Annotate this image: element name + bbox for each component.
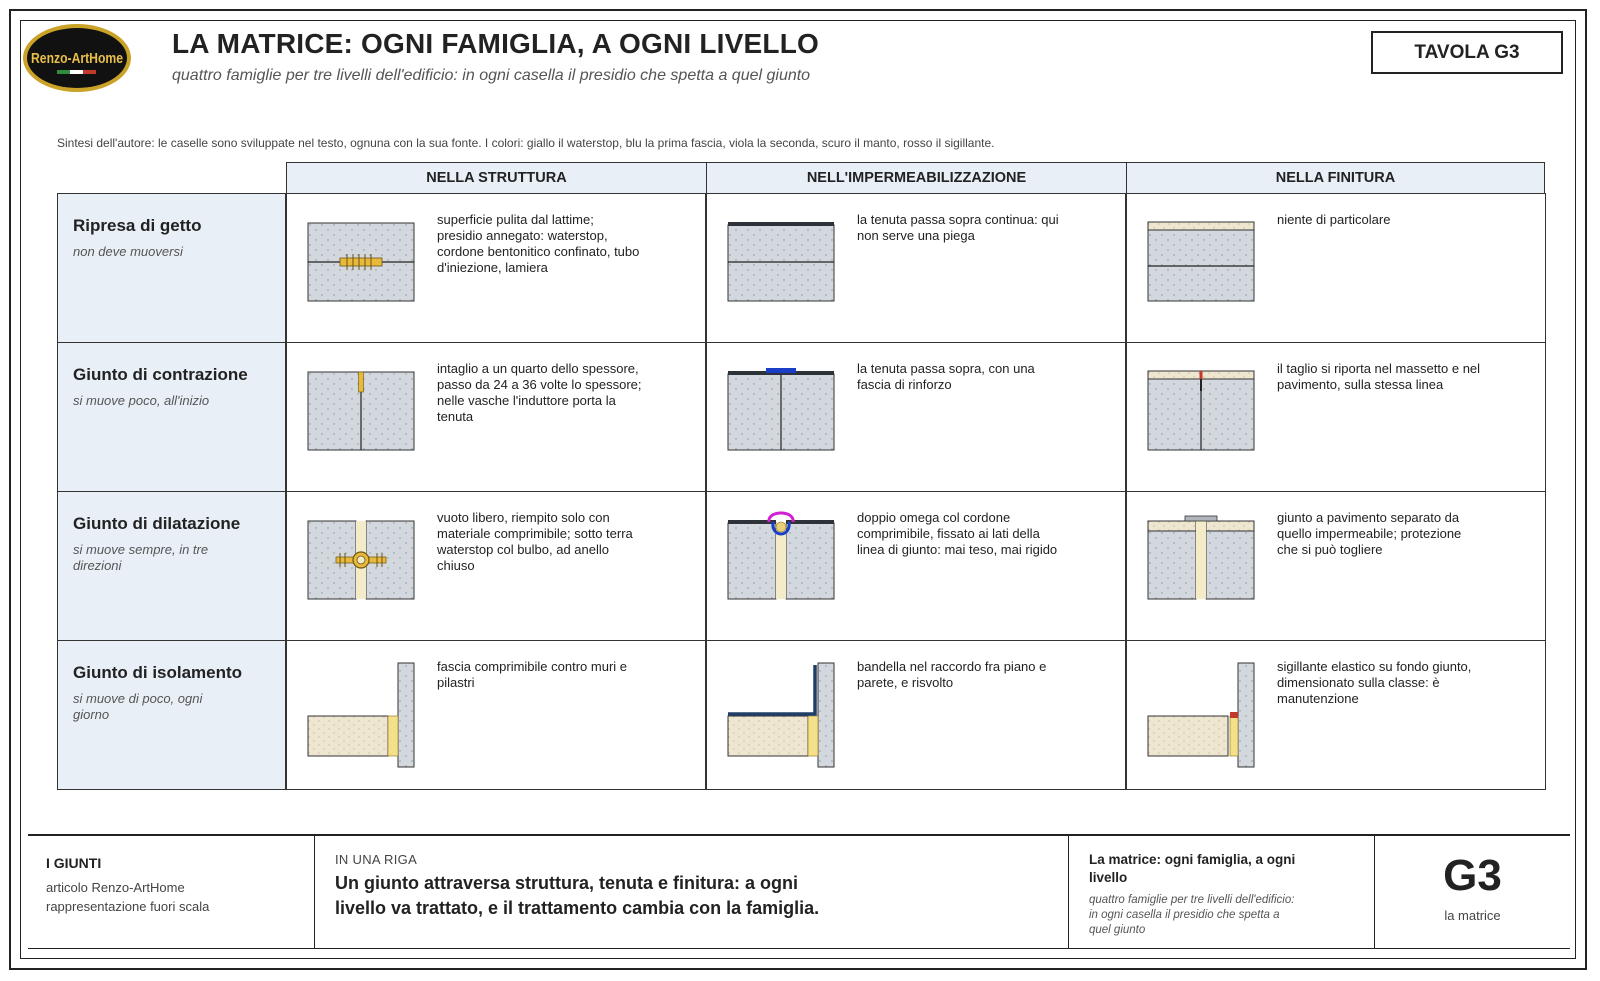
row-name: Giunto di contrazione bbox=[73, 365, 248, 384]
diagram-ripresa-impermeabilizzazione bbox=[727, 222, 837, 312]
series-title: I GIUNTI bbox=[46, 855, 102, 871]
cell-contrazione-struttura bbox=[286, 342, 706, 492]
row-header-ripresa-di-getto bbox=[57, 193, 286, 343]
row-note: si muove sempre, in tre direzioni bbox=[73, 542, 209, 573]
row-note: si muove di poco, ogni giorno bbox=[73, 691, 203, 722]
cell-text: giunto a pavimento separato da quello impermeabile; protezione che si può togliere bbox=[1277, 510, 1462, 557]
cell-text: niente di particolare bbox=[1277, 212, 1391, 227]
sheet-code: G3 bbox=[1443, 851, 1502, 900]
row-header-giunto-di-isolamento bbox=[57, 640, 286, 790]
footer-bottom-rule bbox=[28, 948, 1570, 949]
page-subtitle: quattro famiglie per tre livelli dell'edificio: in ogni casella il presidio che spetta a quel giunto bbox=[172, 67, 811, 84]
sheet-title: La matrice: ogni famiglia, a ogni livello bbox=[1089, 852, 1296, 885]
row-name: Giunto di isolamento bbox=[73, 663, 243, 682]
sheet-code-label: la matrice bbox=[1444, 908, 1501, 923]
footer-sheet-block bbox=[1069, 835, 1374, 948]
tavola-badge: TAVOLA G3 bbox=[1371, 31, 1563, 74]
diagram-isolamento-struttura bbox=[307, 663, 417, 783]
logo-text: Renzo-ArtHome bbox=[31, 50, 123, 67]
scale-label: rappresentazione fuori scala bbox=[46, 899, 210, 914]
cell-text: la tenuta passa sopra, con una fascia di rinforzo bbox=[857, 361, 1035, 392]
cell-dilatazione-finitura bbox=[1126, 491, 1546, 641]
article-label: articolo Renzo-ArtHome bbox=[46, 880, 185, 895]
cell-text: superficie pulita dal lattime; presidio annegato: waterstop, cordone bentonitico confinato, tubo d'iniezione, lamiera bbox=[437, 212, 640, 275]
diagram-dilatazione-struttura bbox=[307, 520, 417, 610]
summary-kicker: IN UNA RIGA bbox=[335, 852, 418, 867]
row-header-giunto-di-dilatazione bbox=[57, 491, 286, 641]
cell-isolamento-impermeabilizzazione bbox=[706, 640, 1126, 790]
cell-contrazione-finitura bbox=[1126, 342, 1546, 492]
diagram-dilatazione-finitura bbox=[1147, 520, 1257, 610]
cell-ripresa-impermeabilizzazione bbox=[706, 193, 1126, 343]
renzo-arthome-logo bbox=[21, 22, 133, 94]
cell-text: intaglio a un quarto dello spessore, passo da 24 a 36 volte lo spessore; nelle vasche l'induttore porta la tenuta bbox=[437, 361, 642, 424]
cell-text: fascia comprimibile contro muri e pilastri bbox=[437, 659, 628, 690]
diagram-ripresa-finitura bbox=[1147, 222, 1257, 312]
cell-ripresa-struttura bbox=[286, 193, 706, 343]
cell-dilatazione-impermeabilizzazione bbox=[706, 491, 1126, 641]
cell-text: vuoto libero, riempito solo con materiale comprimibile; sotto terra waterstop col bulbo, ad anello chiuso bbox=[437, 510, 633, 573]
cell-contrazione-impermeabilizzazione bbox=[706, 342, 1126, 492]
cell-text: la tenuta passa sopra continua: qui non serve una piega bbox=[857, 212, 1059, 243]
diagram-contrazione-struttura bbox=[307, 371, 417, 461]
row-note: non deve muoversi bbox=[73, 244, 183, 259]
row-name: Ripresa di getto bbox=[73, 216, 202, 235]
row-name: Giunto di dilatazione bbox=[73, 514, 241, 533]
sheet-subtitle: quattro famiglie per tre livelli dell'edificio: in ogni casella il presidio che spetta a quel giunto bbox=[1089, 894, 1295, 936]
diagram-contrazione-impermeabilizzazione bbox=[727, 371, 837, 461]
author-note: Sintesi dell'autore: le caselle sono sviluppate nel testo, ognuna con la sua fonte. I colori: giallo il waterstop, blu la prima fascia, viola la seconda, scuro il manto, rosso il sigillante. bbox=[57, 136, 995, 150]
footer-series-block bbox=[29, 835, 314, 948]
cell-text: bandella nel raccordo fra piano e parete, e risvolto bbox=[857, 659, 1047, 690]
row-note: si muove poco, all'inizio bbox=[73, 393, 210, 408]
diagram-dilatazione-impermeabilizzazione bbox=[727, 520, 837, 610]
cell-text: sigillante elastico su fondo giunto, dimensionato sulla classe: è manutenzione bbox=[1277, 659, 1472, 706]
page-title: LA MATRICE: OGNI FAMIGLIA, A OGNI LIVELLO bbox=[172, 28, 819, 59]
diagram-isolamento-impermeabilizzazione bbox=[727, 663, 837, 783]
column-header-struttura: NELLA STRUTTURA bbox=[286, 162, 707, 194]
footer-summary-block bbox=[315, 835, 1068, 948]
diagram-isolamento-finitura bbox=[1147, 663, 1257, 783]
cell-ripresa-finitura bbox=[1126, 193, 1546, 343]
column-header-impermeabilizzazione: NELL'IMPERMEABILIZZAZIONE bbox=[706, 162, 1127, 194]
cell-dilatazione-struttura bbox=[286, 491, 706, 641]
cell-text: doppio omega col cordone comprimibile, fissato ai lati della linea di giunto: mai teso, mai rigido bbox=[857, 510, 1058, 557]
footer-code-block bbox=[1375, 835, 1570, 948]
diagram-ripresa-struttura bbox=[307, 222, 417, 312]
row-header-giunto-di-contrazione bbox=[57, 342, 286, 492]
cell-text: il taglio si riporta nel massetto e nel pavimento, sulla stessa linea bbox=[1277, 361, 1481, 392]
summary-text: Un giunto attraversa struttura, tenuta e finitura: a ogni livello va trattato, e il trattamento cambia con la famiglia. bbox=[335, 873, 820, 918]
cell-isolamento-finitura bbox=[1126, 640, 1546, 790]
column-header-finitura: NELLA FINITURA bbox=[1126, 162, 1545, 194]
cell-isolamento-struttura bbox=[286, 640, 706, 790]
diagram-contrazione-finitura bbox=[1147, 371, 1257, 461]
